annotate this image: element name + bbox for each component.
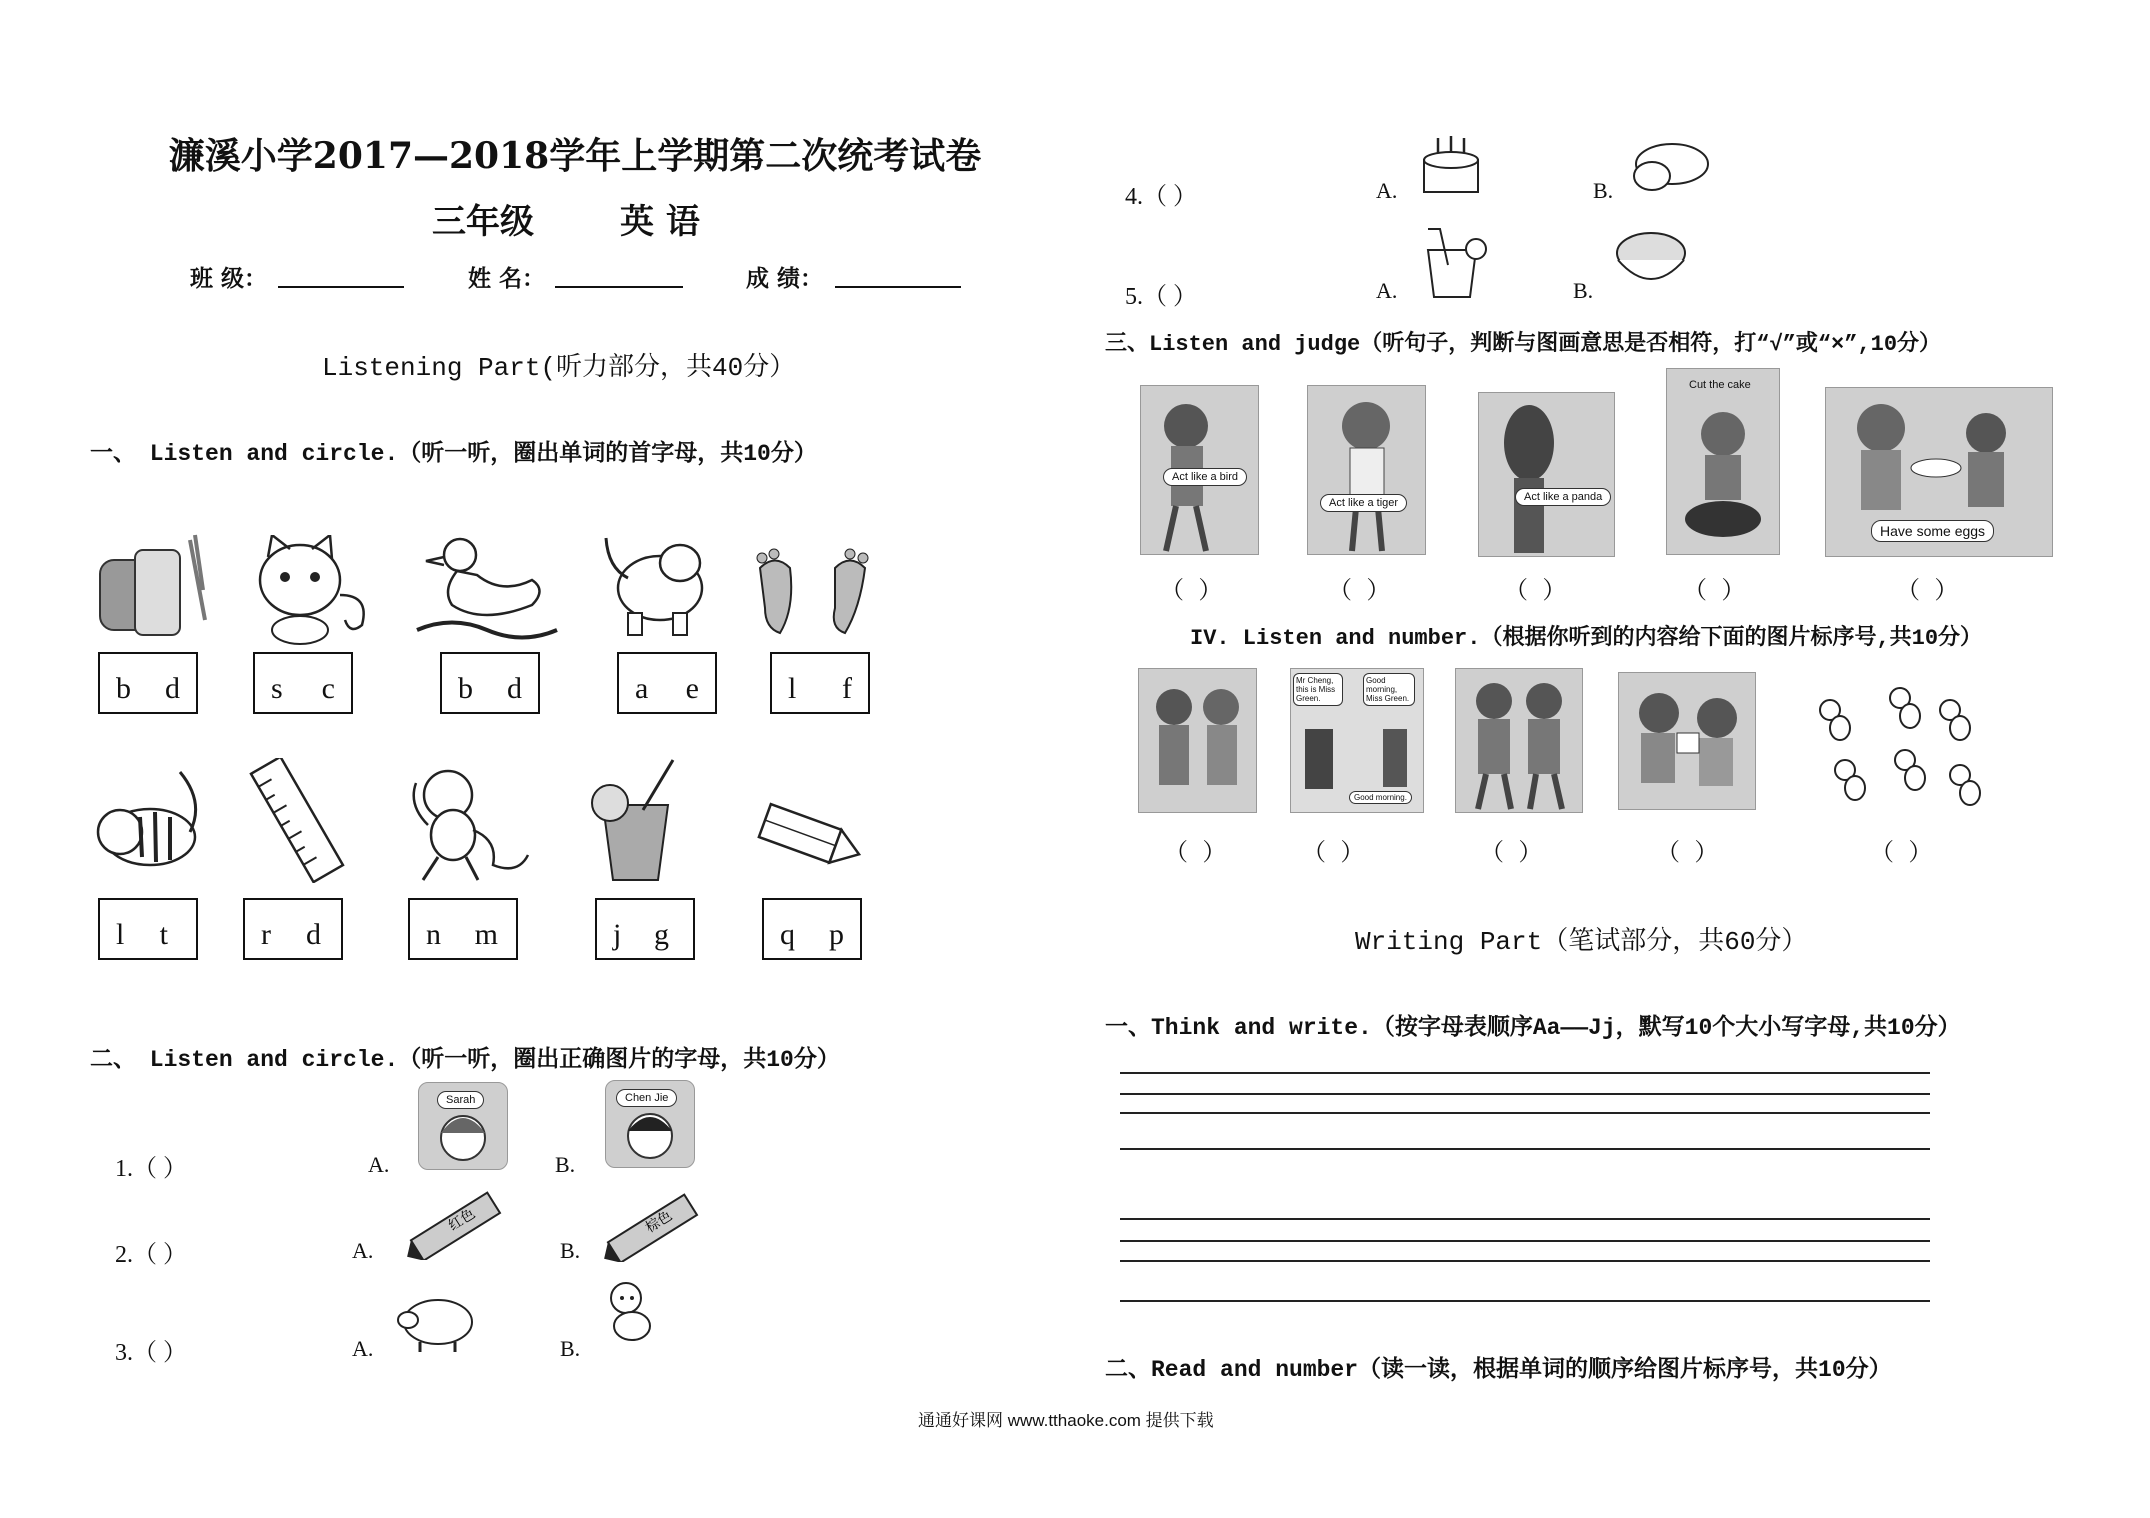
option-label[interactable]: A. xyxy=(1376,178,1398,203)
feet-picture xyxy=(750,548,875,643)
cut-cake-picture xyxy=(1666,368,1780,555)
letter-option[interactable]: c xyxy=(321,672,335,705)
letter-option[interactable]: l xyxy=(116,918,125,951)
answer-paren[interactable]: （ ） xyxy=(1302,841,1365,868)
speech-bubble: Good morning, Miss Green. xyxy=(1363,673,1415,706)
writing-heading: Writing Part（笔试部分，共60分） xyxy=(1355,927,1808,957)
exam-title: 濂溪小学2017—2018学年上学期第二次统考试卷 xyxy=(168,135,982,177)
answer-paren[interactable]: （ ） xyxy=(1656,841,1719,868)
letter-option[interactable]: l xyxy=(788,672,797,705)
greeting-picture-3 xyxy=(1455,668,1583,813)
writing-line[interactable] xyxy=(1120,1218,1930,1220)
lemonade-picture xyxy=(1418,225,1490,300)
bread-picture xyxy=(95,530,210,642)
caption-have-eggs: Have some eggs xyxy=(1871,520,1994,542)
item-number[interactable]: 3.（ ） xyxy=(115,1340,187,1366)
letter-option[interactable]: n xyxy=(426,918,441,951)
letter-option[interactable]: t xyxy=(159,918,168,951)
dog-picture xyxy=(598,1278,658,1346)
option-label[interactable]: A. xyxy=(1376,278,1398,303)
letter-option[interactable]: q xyxy=(780,918,795,951)
speech-bubble: Mr Cheng, this is Miss Green. xyxy=(1293,673,1343,706)
letter-option[interactable]: g xyxy=(654,918,669,951)
letter-box-10[interactable] xyxy=(762,898,862,960)
name-blank[interactable] xyxy=(555,286,683,288)
greeting-picture-1 xyxy=(1138,668,1257,813)
name-label: 姓 名： xyxy=(468,265,546,292)
letter-option[interactable]: s xyxy=(271,672,283,705)
letter-box-4[interactable] xyxy=(617,652,717,714)
option-label[interactable]: B. xyxy=(560,1336,581,1361)
score-label: 成 绩： xyxy=(746,265,824,292)
chen-jie-name-tag: Chen Jie xyxy=(616,1089,677,1107)
answer-paren[interactable]: （ ） xyxy=(1480,841,1543,868)
caption-act-panda: Act like a panda xyxy=(1515,488,1611,506)
answer-paren[interactable]: （ ） xyxy=(1504,579,1567,606)
letter-option[interactable]: j xyxy=(613,918,622,951)
answer-paren[interactable]: （ ） xyxy=(1164,841,1227,868)
class-blank[interactable] xyxy=(278,286,404,288)
act-panda-picture xyxy=(1478,392,1615,557)
option-label[interactable]: A. xyxy=(352,1336,374,1361)
brown-pen-label: 棕色 xyxy=(642,1207,676,1237)
tiger-picture xyxy=(90,762,200,882)
red-pen-label: 红色 xyxy=(445,1205,479,1235)
writing-line[interactable] xyxy=(1120,1072,1930,1074)
elephant-picture xyxy=(598,528,713,643)
letter-box-7[interactable] xyxy=(243,898,343,960)
red-pen-picture xyxy=(398,1185,518,1260)
letter-box-2[interactable] xyxy=(253,652,353,714)
part2-heading: 二、 Listen and circle.（听一听，圈出正确图片的字母，共10分） xyxy=(90,1047,840,1073)
ruler-picture xyxy=(245,758,345,883)
letter-box-9[interactable] xyxy=(595,898,695,960)
caption-act-bird: Act like a bird xyxy=(1163,468,1247,486)
brown-pen-picture xyxy=(595,1187,715,1262)
letter-option[interactable]: e xyxy=(685,672,699,705)
listening-heading: Listening Part(听力部分，共40分） xyxy=(322,353,796,383)
letter-option[interactable]: d xyxy=(507,672,522,705)
item-number[interactable]: 2.（ ） xyxy=(115,1242,187,1268)
sarah-picture xyxy=(418,1082,508,1170)
writing-line[interactable] xyxy=(1120,1148,1930,1150)
item-number[interactable]: 1.（ ） xyxy=(115,1156,187,1182)
answer-paren[interactable]: （ ） xyxy=(1328,579,1391,606)
writing-line[interactable] xyxy=(1120,1300,1930,1302)
letter-box-1[interactable] xyxy=(98,652,198,714)
greeting-picture-4 xyxy=(1618,672,1756,810)
greeting-picture-2 xyxy=(1290,668,1424,813)
cat-picture xyxy=(250,535,375,645)
option-label[interactable]: B. xyxy=(555,1152,576,1177)
act-bird-picture xyxy=(1140,385,1259,555)
subject-label: 英 语 xyxy=(620,202,700,242)
letter-option[interactable]: r xyxy=(261,918,271,951)
letter-option[interactable]: d xyxy=(306,918,321,951)
letter-option[interactable]: f xyxy=(842,672,852,705)
letter-option[interactable]: p xyxy=(829,918,844,951)
letter-box-5[interactable] xyxy=(770,652,870,714)
part3-heading: 三、Listen and judge（听句子，判断与图画意思是否相符，打“√”或“×”,10分） xyxy=(1105,332,1942,357)
answer-paren[interactable]: （ ） xyxy=(1683,579,1746,606)
answer-paren[interactable]: （ ） xyxy=(1896,579,1959,606)
monkey-picture xyxy=(398,765,533,885)
writing-line[interactable] xyxy=(1120,1093,1930,1095)
act-tiger-picture xyxy=(1307,385,1426,555)
chen-jie-picture xyxy=(605,1080,695,1168)
speech-bubble: Good morning. xyxy=(1349,791,1412,804)
option-label[interactable]: A. xyxy=(352,1238,374,1263)
option-label[interactable]: B. xyxy=(1593,178,1614,203)
grade-label: 三年级 xyxy=(432,202,534,242)
letter-box-3[interactable] xyxy=(440,652,540,714)
part1-heading: 一、 Listen and circle.（听一听，圈出单词的首字母，共10分） xyxy=(90,441,817,467)
monkeys-picture xyxy=(1805,680,1985,813)
part4-heading: IV. Listen and number.（根据你听到的内容给下面的图片标序号,共10分） xyxy=(1190,626,1983,651)
option-label[interactable]: A. xyxy=(368,1152,390,1177)
writing-line[interactable] xyxy=(1120,1112,1930,1114)
caption-act-tiger: Act like a tiger xyxy=(1320,494,1407,512)
letter-box-6[interactable] xyxy=(98,898,198,960)
item-number[interactable]: 5.（ ） xyxy=(1125,284,1197,310)
letter-option[interactable]: d xyxy=(165,672,180,705)
answer-paren[interactable]: （ ） xyxy=(1160,579,1223,606)
class-label: 班 级： xyxy=(190,265,268,292)
cake-picture xyxy=(1418,128,1486,198)
juice-picture xyxy=(588,755,683,885)
caption-cut-cake: Cut the cake xyxy=(1689,379,1751,391)
rice-bowl-picture xyxy=(1612,228,1690,298)
duck-picture xyxy=(412,535,562,645)
answer-paren[interactable]: （ ） xyxy=(1870,841,1933,868)
have-eggs-picture xyxy=(1825,387,2053,557)
letter-box-8[interactable] xyxy=(408,898,518,960)
letter-option[interactable]: m xyxy=(474,918,498,951)
writing-line[interactable] xyxy=(1120,1260,1930,1262)
option-label[interactable]: B. xyxy=(1573,278,1594,303)
writing-part2-heading: 二、Read and number（读一读，根据单词的顺序给图片标序号，共10分） xyxy=(1105,1357,1892,1383)
letter-option[interactable]: a xyxy=(635,672,649,705)
score-blank[interactable] xyxy=(835,286,961,288)
pencil-picture xyxy=(756,795,866,885)
letter-option[interactable]: b xyxy=(458,672,473,705)
pig-picture xyxy=(390,1290,475,1355)
letter-option[interactable]: b xyxy=(116,672,131,705)
sarah-name-tag: Sarah xyxy=(437,1091,484,1109)
item-number[interactable]: 4.（ ） xyxy=(1125,184,1197,210)
writing-part1-heading: 一、Think and write.（按字母表顺序Aa——Jj，默写10个大小写字母,共10分） xyxy=(1105,1015,1961,1041)
writing-line[interactable] xyxy=(1120,1240,1930,1242)
option-label[interactable]: B. xyxy=(560,1238,581,1263)
bread-loaf-picture xyxy=(1628,138,1710,198)
footer-text: 通通好课网 www.tthaoke.com 提供下载 xyxy=(918,1411,1214,1430)
